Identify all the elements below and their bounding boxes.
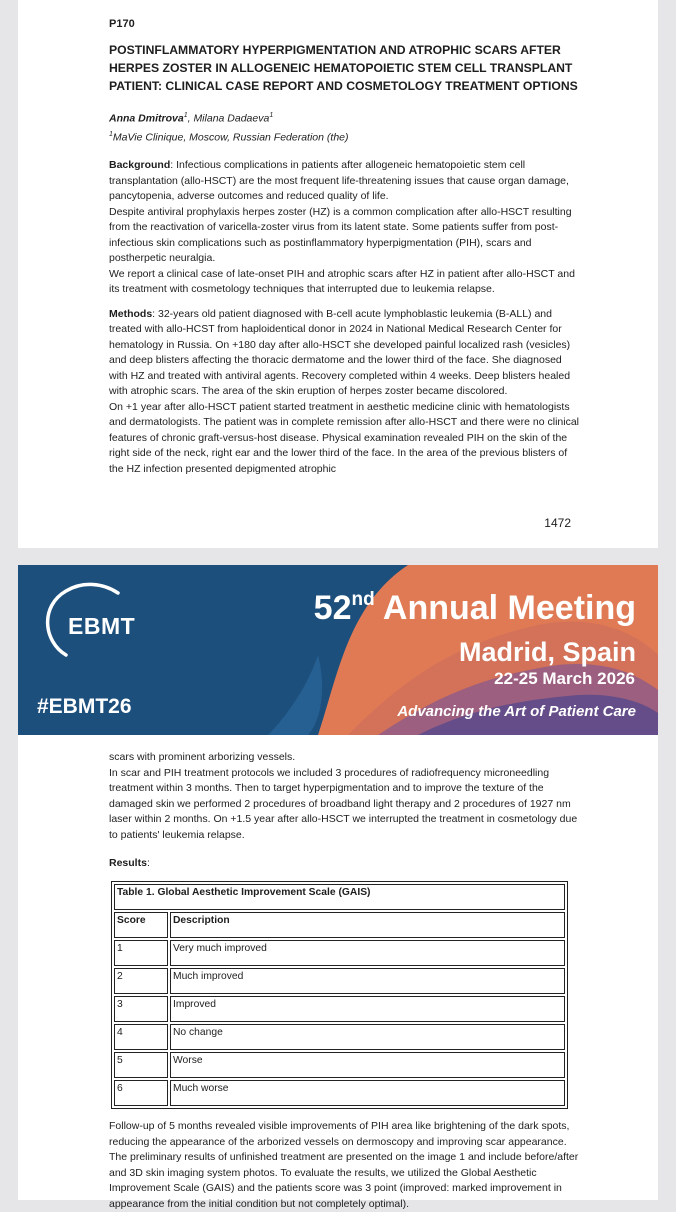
edition-number: 52 (313, 589, 352, 627)
abstract-body (109, 18, 579, 477)
description-cell: Much worse (170, 1080, 565, 1106)
table-header-description: Description (170, 912, 565, 938)
meeting-city: Madrid, Spain (458, 637, 636, 667)
results-label: Results (109, 857, 147, 869)
author-1: Anna Dmitrova (109, 112, 184, 125)
score-cell: 6 (114, 1080, 168, 1106)
table-header-row (114, 912, 565, 938)
description-cell: Worse (170, 1052, 565, 1078)
methods-label: Methods (109, 307, 153, 320)
affiliation (109, 127, 579, 146)
meeting-dates: 22-25 March 2026 (494, 669, 635, 688)
logo-text: EBMT (68, 613, 136, 639)
methods-cont-paragraph-2: In scar and PIH treatment protocols we included 3 procedures of radiofrequency microneedling treatment within 3 months. Then to target hyperpigmentation and to improve the texture of the damaged skin we performed 2 procedures of broadband light therapy and 2 procedures of 1927 nm laser within 2 months. On +1.5 year after allo-HSCT we interrupted the treatment in cosmetology due to patients' leukemia relapse. (109, 766, 578, 841)
results-paragraph: Follow-up of 5 months revealed visible improvements of PIH area like brightening of the dark spots, reducing the appearance of the arborized vessels on dermoscopy and improving scar appearance. The preliminary results of unfinished treatment are presented on the image 1 and include before/after and 3D skin imaging system photos. To evaluate the results, we utilized the Global Aesthetic Improvement Scale (GAIS) and the patients score was 3 point (improved: marked improvement in appearance from the initial condition but not completely optimal). (109, 1120, 579, 1210)
description-cell: No change (170, 1024, 565, 1050)
table-row (114, 1052, 565, 1078)
affiliation-sup: 1 (109, 130, 113, 138)
score-cell: 1 (114, 940, 168, 966)
background-paragraph-1 (109, 158, 579, 205)
page-number: 1472 (544, 516, 571, 530)
table-row (114, 968, 565, 994)
abstract-page-1 (18, 0, 658, 548)
background-paragraph-3: We report a clinical case of late-onset PIH and atrophic scars after HZ in patient after allo-HSCT and its treatment with cosmetology techniques that interrupted due to leukemia relapse. (109, 267, 575, 295)
ebmt-logo (38, 581, 148, 661)
description-cell: Much improved (170, 968, 565, 994)
affiliation-text: MaVie Clinique, Moscow, Russian Federation (the) (112, 131, 349, 143)
abstract-body-continued (109, 750, 579, 1212)
score-cell: 4 (114, 1024, 168, 1050)
tagline: Advancing the Art of Patient Care (397, 703, 636, 720)
background-label: Background (109, 159, 171, 171)
methods-paragraph-2: On +1 year after allo-HSCT patient started treatment in aesthetic medicine clinic with hematologists and dermatologists. The patient was in complete remission after allo-HSCT and there were no clinical features of chronic graft-versus-host disease. Physical examination revealed PIH on the skin of the right side of the neck, right ear and the lower third of the face. In the area of the previous blisters of the HZ infection presented depigmented atrophic (109, 400, 580, 475)
table-caption: Table 1. Global Aesthetic Improvement Scale (GAIS) (114, 884, 565, 910)
methods-text-1: : 32-years old patient diagnosed with B-cell acute lymphoblastic leukemia (B-ALL) and treated with allo-HCST from haploidentical donor in 2024 in National Medical Research Center for hematology in Russia. On +180 day after allo-HSCT she developed painful localized rash (vesicles) and deep blisters affecting the thoracic dermatome and the lower third of the face. She diagnosed with HZ and treated with antiviral agents. Recovery completed within 4 weeks. Deep blisters healed with atrophic scars. The area of the skin eruption of herpes zoster became discolored. (109, 307, 571, 397)
table-row (114, 1024, 565, 1050)
methods-cont-paragraph-1: scars with prominent arborizing vessels. (109, 751, 296, 763)
conference-banner (18, 565, 658, 735)
score-cell: 2 (114, 968, 168, 994)
author-separator: , (187, 112, 194, 125)
background-text-1: : Infectious complications in patients after allogeneic hematopoietic stem cell transplantation (allo-HSCT) are the most frequent life-threatening issues that cause organ damage, pancytopenia, adverse outcomes and reduced quality of life. (109, 159, 569, 202)
description-cell: Very much improved (170, 940, 565, 966)
meeting-name: Annual Meeting (374, 589, 636, 627)
author-1-sup: 1 (183, 112, 188, 119)
table-header-score: Score (114, 912, 168, 938)
score-cell: 3 (114, 996, 168, 1022)
table-row (114, 996, 565, 1022)
methods-paragraph-1 (109, 307, 579, 400)
background-paragraph-2: Despite antiviral prophylaxis herpes zoster (HZ) is a common complication after allo-HSCT resulting from the reactivation of varicella-zoster virus from its latent state. Some patients suffer from post-infectious skin complications such as postinflammatory hyperpigmentation (PIH), scars and postherpetic neuralgia. (109, 205, 572, 264)
hashtag: #EBMT26 (37, 695, 132, 718)
score-cell: 5 (114, 1052, 168, 1078)
author-2: Milana Dadaeva (193, 112, 270, 125)
abstract-title: POSTINFLAMMATORY HYPERPIGMENTATION AND ATROPHIC SCARS AFTER HERPES ZOSTER IN ALLOGENEIC HEMATOPOIETIC STEM CELL TRANSPLANT PATIENT: CLINICAL CASE REPORT AND COSMETOLOGY TREATMENT OPTIONS (109, 43, 578, 93)
meeting-title (314, 589, 636, 628)
description-cell: Improved (170, 996, 565, 1022)
abstract-id: P170 (109, 18, 135, 30)
edition-suffix: nd (351, 589, 375, 610)
table-row (114, 1080, 565, 1106)
authors (109, 108, 579, 127)
abstract-page-2 (18, 565, 658, 1210)
author-2-sup: 1 (269, 112, 274, 119)
results-heading (109, 857, 579, 869)
results-colon: : (146, 857, 150, 869)
table-row (114, 940, 565, 966)
gais-table (111, 881, 568, 1109)
